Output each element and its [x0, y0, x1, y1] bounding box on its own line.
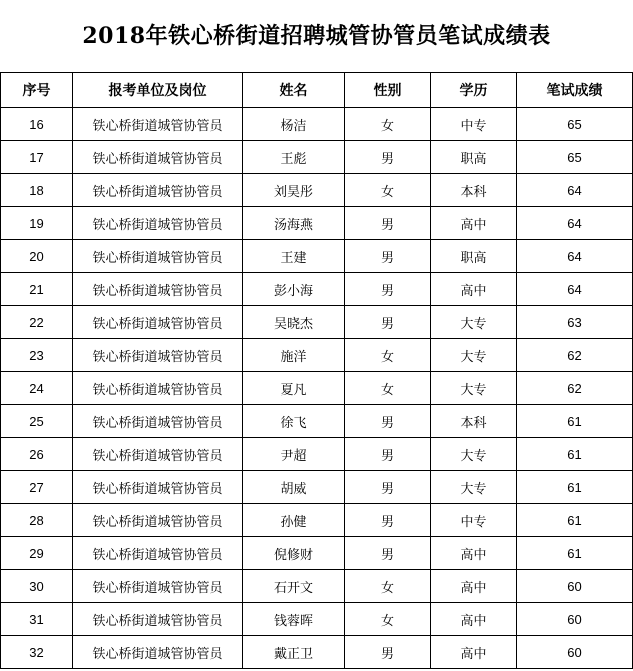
cell-score: 64: [517, 207, 633, 240]
cell-unit-position: 铁心桥街道城管协管员: [73, 207, 243, 240]
cell-name: 王彪: [243, 141, 345, 174]
cell-score: 61: [517, 504, 633, 537]
cell-education: 大专: [431, 471, 517, 504]
cell-unit-position: 铁心桥街道城管协管员: [73, 240, 243, 273]
cell-name: 石开文: [243, 570, 345, 603]
cell-education: 中专: [431, 108, 517, 141]
cell-gender: 男: [345, 636, 431, 669]
cell-name: 钱蓉晖: [243, 603, 345, 636]
cell-education: 高中: [431, 570, 517, 603]
cell-unit-position: 铁心桥街道城管协管员: [73, 471, 243, 504]
cell-name: 刘昊彤: [243, 174, 345, 207]
table-row: [1, 471, 633, 504]
cell-gender: 女: [345, 603, 431, 636]
page-title: 2018年铁心桥街道招聘城管协管员笔试成绩表: [82, 23, 551, 49]
cell-name: 徐飞: [243, 405, 345, 438]
cell-score: 60: [517, 603, 633, 636]
cell-education: 高中: [431, 537, 517, 570]
cell-score: 64: [517, 240, 633, 273]
cell-name: 尹超: [243, 438, 345, 471]
cell-index: 17: [1, 141, 73, 174]
cell-gender: 男: [345, 405, 431, 438]
table-row: [1, 636, 633, 669]
table-row: [1, 273, 633, 306]
table-row: [1, 603, 633, 636]
cell-gender: 女: [345, 339, 431, 372]
cell-education: 中专: [431, 504, 517, 537]
table-row: [1, 372, 633, 405]
cell-score: 65: [517, 108, 633, 141]
table-row: [1, 438, 633, 471]
cell-unit-position: 铁心桥街道城管协管员: [73, 537, 243, 570]
cell-unit-position: 铁心桥街道城管协管员: [73, 141, 243, 174]
cell-index: 28: [1, 504, 73, 537]
cell-index: 24: [1, 372, 73, 405]
cell-unit-position: 铁心桥街道城管协管员: [73, 570, 243, 603]
cell-score: 60: [517, 636, 633, 669]
cell-name: 胡威: [243, 471, 345, 504]
cell-unit-position: 铁心桥街道城管协管员: [73, 603, 243, 636]
cell-unit-position: 铁心桥街道城管协管员: [73, 108, 243, 141]
header-index: 序号: [1, 73, 73, 108]
table-row: [1, 405, 633, 438]
cell-education: 大专: [431, 438, 517, 471]
table-row: [1, 570, 633, 603]
cell-unit-position: 铁心桥街道城管协管员: [73, 306, 243, 339]
cell-gender: 男: [345, 306, 431, 339]
header-unit-position: 报考单位及岗位: [73, 73, 243, 108]
table-row: [1, 537, 633, 570]
cell-index: 27: [1, 471, 73, 504]
table-row: [1, 141, 633, 174]
cell-unit-position: 铁心桥街道城管协管员: [73, 372, 243, 405]
cell-unit-position: 铁心桥街道城管协管员: [73, 174, 243, 207]
cell-score: 60: [517, 570, 633, 603]
cell-index: 25: [1, 405, 73, 438]
cell-education: 大专: [431, 306, 517, 339]
cell-score: 62: [517, 372, 633, 405]
scores-table: [0, 72, 633, 669]
cell-index: 30: [1, 570, 73, 603]
cell-index: 16: [1, 108, 73, 141]
header-name: 姓名: [243, 73, 345, 108]
table-row: [1, 108, 633, 141]
table-header: [1, 73, 633, 108]
cell-score: 64: [517, 174, 633, 207]
cell-index: 31: [1, 603, 73, 636]
cell-name: 王建: [243, 240, 345, 273]
cell-score: 62: [517, 339, 633, 372]
table-row: [1, 504, 633, 537]
cell-index: 29: [1, 537, 73, 570]
cell-index: 22: [1, 306, 73, 339]
table-body: [1, 108, 633, 669]
cell-education: 职高: [431, 141, 517, 174]
cell-gender: 女: [345, 174, 431, 207]
cell-score: 61: [517, 438, 633, 471]
cell-name: 戴正卫: [243, 636, 345, 669]
cell-gender: 男: [345, 141, 431, 174]
cell-index: 21: [1, 273, 73, 306]
cell-gender: 男: [345, 471, 431, 504]
cell-name: 倪修财: [243, 537, 345, 570]
cell-education: 高中: [431, 207, 517, 240]
cell-name: 孙健: [243, 504, 345, 537]
cell-name: 彭小海: [243, 273, 345, 306]
cell-education: 高中: [431, 603, 517, 636]
cell-index: 20: [1, 240, 73, 273]
cell-score: 65: [517, 141, 633, 174]
cell-unit-position: 铁心桥街道城管协管员: [73, 273, 243, 306]
cell-unit-position: 铁心桥街道城管协管员: [73, 636, 243, 669]
cell-score: 61: [517, 471, 633, 504]
cell-score: 63: [517, 306, 633, 339]
cell-education: 职高: [431, 240, 517, 273]
cell-education: 大专: [431, 339, 517, 372]
header-education: 学历: [431, 73, 517, 108]
cell-unit-position: 铁心桥街道城管协管员: [73, 405, 243, 438]
table-row: [1, 306, 633, 339]
cell-gender: 男: [345, 537, 431, 570]
cell-index: 32: [1, 636, 73, 669]
cell-index: 19: [1, 207, 73, 240]
cell-education: 本科: [431, 174, 517, 207]
cell-name: 夏凡: [243, 372, 345, 405]
cell-unit-position: 铁心桥街道城管协管员: [73, 504, 243, 537]
cell-name: 吴晓杰: [243, 306, 345, 339]
cell-index: 26: [1, 438, 73, 471]
cell-name: 杨洁: [243, 108, 345, 141]
cell-name: 汤海燕: [243, 207, 345, 240]
table-row: [1, 339, 633, 372]
cell-gender: 男: [345, 273, 431, 306]
table-row: [1, 174, 633, 207]
cell-score: 64: [517, 273, 633, 306]
cell-gender: 男: [345, 438, 431, 471]
cell-score: 61: [517, 537, 633, 570]
cell-education: 大专: [431, 372, 517, 405]
header-gender: 性别: [345, 73, 431, 108]
table-row: [1, 207, 633, 240]
cell-score: 61: [517, 405, 633, 438]
cell-name: 施洋: [243, 339, 345, 372]
cell-gender: 男: [345, 504, 431, 537]
header-score: 笔试成绩: [517, 73, 633, 108]
cell-gender: 女: [345, 372, 431, 405]
header-row: [1, 73, 633, 108]
cell-education: 高中: [431, 273, 517, 306]
cell-gender: 男: [345, 207, 431, 240]
cell-education: 高中: [431, 636, 517, 669]
cell-unit-position: 铁心桥街道城管协管员: [73, 339, 243, 372]
cell-gender: 女: [345, 570, 431, 603]
cell-index: 18: [1, 174, 73, 207]
cell-index: 23: [1, 339, 73, 372]
cell-unit-position: 铁心桥街道城管协管员: [73, 438, 243, 471]
cell-gender: 女: [345, 108, 431, 141]
table-row: [1, 240, 633, 273]
cell-education: 本科: [431, 405, 517, 438]
cell-gender: 男: [345, 240, 431, 273]
